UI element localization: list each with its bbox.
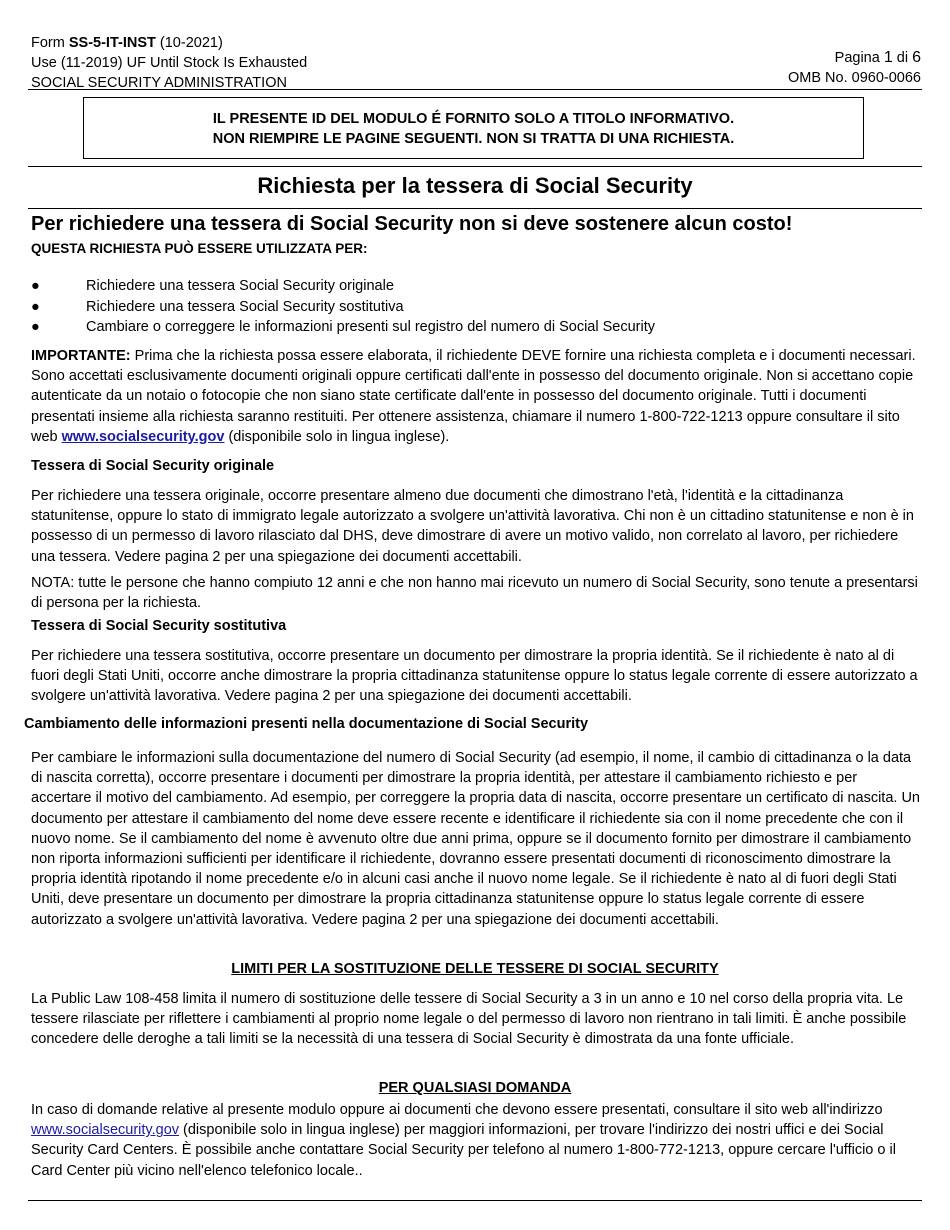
informational-notice-box: IL PRESENTE ID DEL MODULO É FORNITO SOLO A TITOLO INFORMATIVO. NON RIEMPIRE LE PAGINE SEGUENTI. NON SI TRATTA DI UNA RICHIESTA. (83, 97, 864, 159)
page-title: Richiesta per la tessera di Social Security (257, 173, 693, 198)
list-item: ● Richiedere una tessera Social Security sostitutiva (31, 297, 655, 318)
footer-divider (28, 1200, 922, 1201)
note-paragraph: NOTA: tutte le persone che hanno compiuto 12 anni e che non hanno mai ricevuto un numero di Social Security, sono tenute a presentarsi di persona per la richiesta. (31, 575, 918, 612)
form-header-left (31, 33, 307, 93)
important-paragraph: IMPORTANTE: Prima che la richiesta possa essere elaborata, il richiedente DEVE fornire una richiesta completa e i documenti necessari. Sono accettati esclusivamente documenti originali oppure certificati dall'ente in possesso del documento originale. Non si accettano copie autenticate da un notaio o fotocopie che non siano state certificate dall'ente in possesso del documento originale. Tutti i documenti presentati insieme alla richiesta saranno restituiti. Per ottenere assistenza, chiamare il numero 1-800-722-1213 oppure consultare il sito web www.socialsecurity.gov (disponibile solo in lingua inglese). (31, 348, 916, 445)
page-number: Pagina 1 di 6 (834, 49, 921, 66)
bullet-icon: ● (31, 298, 40, 315)
section-heading-replacement: Tessera di Social Security sostitutiva (31, 618, 287, 634)
form-id: SS-5-IT-INST (68, 35, 156, 51)
uses-list (31, 276, 655, 338)
socialsecurity-link[interactable]: www.socialsecurity.gov (31, 1122, 180, 1139)
section-heading-original: Tessera di Social Security originale (31, 458, 275, 474)
uses-heading: QUESTA RICHIESTA PUÒ ESSERE UTILIZZATA PER: (31, 241, 368, 256)
replacement-paragraph: Per richiedere una tessera sostitutiva, occorre presentare un documento per dimostrare la propria identità. Se il richiedente è nato al di fuori degli Stati Uniti, occorre anche dimostrare la propria cittadinanza statunitense oppure lo status legale corrente di essere autorizzato a svolgere un'attività lavorativa. Vedere pagina 2 per una spiegazione dei documenti accettabili. (31, 648, 918, 705)
divider (28, 208, 922, 209)
socialsecurity-link[interactable]: www.socialsecurity.gov (61, 428, 225, 445)
divider (28, 166, 922, 167)
form-header-right (788, 48, 921, 88)
list-item: ● Cambiare o correggere le informazioni presenti sul registro del numero di Social Security (31, 317, 655, 338)
bullet-icon: ● (31, 319, 40, 335)
important-label: IMPORTANTE: (31, 348, 131, 364)
list-item: ● Richiedere una tessera Social Security originale (31, 276, 655, 297)
omb-number: OMB No. 0960-0066 (788, 70, 921, 86)
section-heading-questions: PER QUALSIASI DOMANDA (378, 1080, 572, 1096)
section-heading-limits: LIMITI PER LA SOSTITUZIONE DELLE TESSERE DI SOCIAL SECURITY (231, 961, 719, 977)
form-id-line: Form SS-5-IT-INST (10-2021) (31, 35, 223, 51)
page-subtitle: Per richiedere una tessera di Social Security non si deve sostenere alcun costo! (31, 213, 793, 235)
section-heading-change: Cambiamento delle informazioni presenti nella documentazione di Social Security (24, 716, 589, 732)
bullet-icon: ● (31, 278, 40, 294)
agency-name: SOCIAL SECURITY ADMINISTRATION (31, 75, 287, 91)
divider (28, 89, 922, 90)
original-paragraph: Per richiedere una tessera originale, occorre presentare almeno due documenti che dimostrano l'età, l'identità e la cittadinanza statunitense, oppure lo stato di immigrato legale autorizzato a svolgere un'attività lavorativa. Chi non è un cittadino statunitense e non è in possesso di un permesso di lavoro rilasciato dal DHS, deve dimostrare di avere un motivo valido, non correlato al lavoro, per richiedere una tessera. Vedere pagina 2 per una spiegazione dei documenti accettabili. (31, 488, 914, 565)
limits-paragraph: La Public Law 108-458 limita il numero di sostituzione delle tessere di Social Security a 3 in un anno e 10 nel corso della propria vita. Le tessere rilasciate per riflettere i cambiamenti al proprio nome legale o del permesso di lavoro non rientrano in tali limiti. È anche possibile concedere delle deroghe a tali limiti se la necessità di una tessera di Social Security è dimostrata da una fonte ufficiale. (31, 991, 907, 1048)
change-paragraph: Per cambiare le informazioni sulla documentazione del numero di Social Security (ad esempio, il nome, il cambio di cittadinanza o la data di nascita corretta), occorre presentare i documenti per dimostrare la propria identità, per attestare il cambiamento richiesto e per accertare il motivo del cambiamento. Ad esempio, per correggere la propria data di nascita, occorre presentare un certificato di nascita. Un documento per attestare il cambiamento del nome deve essere recente e identificare il richiedente sia con il nome precedente che con il nuovo nome. Se il cambiamento del nome è avvenuto oltre due anni prima, oppure se il documento fornito per dimostrare il cambiamento non riporta informazioni sufficienti per identificare il richiedente, dovranno essere presentati documenti di riconoscimento dimostrare la propria identità ripotando il nome precedente e/o in alcuni casi anche il nuovo nome legale. Se il richiedente è nato al di fuori degli Stati Uniti, deve presentare un documento per dimostrare la propria cittadinanza statunitense oppure lo status legale corrente di essere autorizzato a svolgere un'attività lavorativa. Vedere pagina 2 per una spiegazione dei documenti accettabili. (31, 750, 920, 928)
use-line: Use (11-2019) UF Until Stock Is Exhausted (31, 55, 308, 71)
questions-paragraph: In caso di domande relative al presente modulo oppure ai documenti che devono essere presentati, consultare il sito web all'indirizzo www.socialsecurity.gov (disponibile solo in lingua inglese) per maggiori informazioni, per trovare l'indirizzo dei nostri uffici e dei Social Security Card Centers. È possibile anche contattare Social Security per telefono al numero 1-800-772-1213, oppure cercare l'ufficio o il Card Center più vicino nell'elenco telefonico locale.. (31, 1102, 896, 1179)
